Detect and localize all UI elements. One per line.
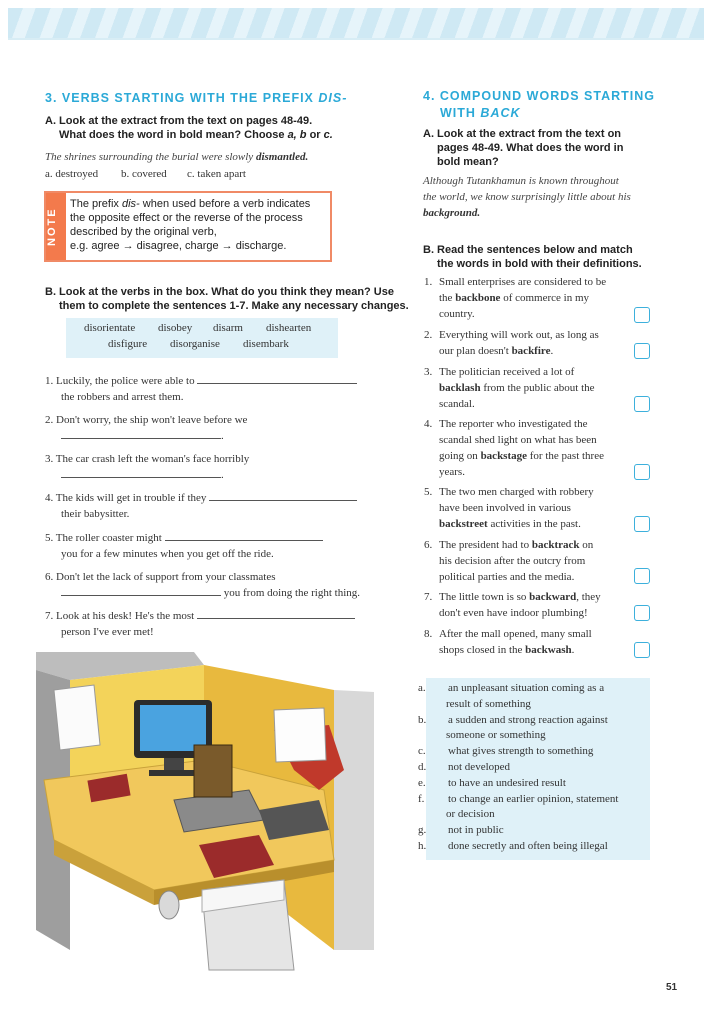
note-label: NOTE xyxy=(46,193,66,260)
verb-word-box xyxy=(66,318,338,358)
word-item: disfigure xyxy=(108,338,148,350)
exercise-3b-instructions: B. Look at the verbs in the box. What do you think they mean? Use them to complete the sentences 1-7. Make any necessary changes. xyxy=(45,286,409,312)
extract-4a: Although Tutankhamun is known throughout the world, we know surprisingly little about his background. xyxy=(423,175,631,219)
word-item: disobey xyxy=(158,322,193,334)
word-item: disarm xyxy=(213,322,243,334)
word-item: disorientate xyxy=(84,322,136,334)
sentence-3: 3. The car crash left the woman's face horribly xyxy=(45,453,250,465)
answer-checkbox-7[interactable] xyxy=(634,605,650,621)
exercise-4b-instructions: B. Read the sentences below and match the words in bold with their definitions. xyxy=(423,244,642,270)
sentence-7: 7. Look at his desk! He's the most xyxy=(45,608,355,624)
answer-blank-2[interactable] xyxy=(61,428,221,439)
word-item: disembark xyxy=(243,338,289,350)
sentence-6: 6. Don't let the lack of support from your classmates xyxy=(45,571,276,583)
sentence-1: 1. Luckily, the police were able to xyxy=(45,373,357,389)
definition-item: b. a sudden and strong reaction against xyxy=(418,713,608,726)
compound-sentence-8: 8. After the mall opened, many small shops closed in the backwash. xyxy=(424,628,592,656)
compound-sentence-6: 6. The president had to backtrack on his decision after the outcry from political parties and the media. xyxy=(424,539,594,583)
definition-item: d. not developed xyxy=(418,760,511,773)
page-number: 51 xyxy=(666,982,678,993)
compound-sentence-5: 5. The two men charged with robbery have been involved in various backstreet activities in the past. xyxy=(424,486,594,530)
header-band xyxy=(8,8,704,40)
word-item: disorganise xyxy=(170,338,220,350)
answer-checkbox-2[interactable] xyxy=(634,343,650,359)
option-c[interactable]: c. taken apart xyxy=(187,168,246,180)
sentence-1-cont: the robbers and arrest them. xyxy=(61,391,184,403)
sentence-6-cont: you from doing the right thing. xyxy=(61,585,360,601)
compound-sentence-2: 2. Everything will work out, as long as our plan doesn't backfire. xyxy=(424,329,599,357)
sentence-3-cont: . xyxy=(61,467,224,483)
definition-item: a. an unpleasant situation coming as a xyxy=(418,682,605,694)
sentence-5-cont: you for a few minutes when you get off the ride. xyxy=(61,548,274,560)
sentence-2: 2. Don't worry, the ship won't leave before we xyxy=(45,414,248,426)
note-box: NOTE The prefix dis- when used before a verb indicates the opposite effect or the reverse of the process described by the original verb, e.g. agree → disagree, charge → discharge. xyxy=(44,191,332,262)
answer-checkbox-8[interactable] xyxy=(634,642,650,658)
answer-checkbox-5[interactable] xyxy=(634,516,650,532)
sentence-5: 5. The roller coaster might xyxy=(45,530,323,546)
answer-blank-6[interactable] xyxy=(61,585,221,596)
answer-blank-7[interactable] xyxy=(197,608,355,619)
answer-blank-3[interactable] xyxy=(61,467,221,478)
section-4-title: 4. COMPOUND WORDS STARTING WITH BACK xyxy=(423,89,656,120)
answer-checkbox-4[interactable] xyxy=(634,464,650,480)
sentence-2-cont: . xyxy=(61,428,224,444)
sentence-7-cont: person I've ever met! xyxy=(61,626,154,638)
extract-3a: The shrines surrounding the burial were slowly dismantled. xyxy=(45,151,309,163)
section-3-title: 3. VERBS STARTING WITH THE PREFIX DIS- xyxy=(45,91,348,105)
answer-checkbox-3[interactable] xyxy=(634,396,650,412)
word-item: dishearten xyxy=(266,322,312,334)
definitions-list: a. an unpleasant situation coming as a result of something b. a sudden and strong reaction against someone or something c. what gives strength to something d. not developed e. to have an undesired result f. to change an earlier opinion, statement or decision g. not in public h. done secretly and often being illegal xyxy=(432,681,646,855)
answer-checkbox-6[interactable] xyxy=(634,568,650,584)
exercise-3a-instructions: A. Look at the extract from the text on pages 48-49. What does the word in bold mean? Choose a, b or c. xyxy=(45,115,333,141)
answer-blank-5[interactable] xyxy=(165,530,323,541)
exercise-4a-instructions: A. Look at the extract from the text on pages 48-49. What does the word in bold mean? xyxy=(423,128,624,168)
definition-item: g. not in public xyxy=(418,824,504,837)
messy-desk-illustration xyxy=(34,650,404,980)
compound-sentence-7: 7. The little town is so backward, they don't even have indoor plumbing! xyxy=(424,591,601,619)
definition-item: e. to have an undesired result xyxy=(418,776,566,789)
definition-item: f. to change an earlier opinion, statement xyxy=(418,792,619,805)
compound-sentence-3: 3. The politician received a lot of backlash from the public about the scandal. xyxy=(424,366,595,410)
definition-item: c. what gives strength to something xyxy=(418,745,594,758)
sentence-4-cont: their babysitter. xyxy=(61,508,130,520)
answer-blank-4[interactable] xyxy=(209,490,357,501)
answer-checkbox-1[interactable] xyxy=(634,307,650,323)
compound-sentence-4: 4. The reporter who investigated the scandal shed light on what has been going on backstage for the past three years. xyxy=(424,418,604,478)
option-b[interactable]: b. covered xyxy=(121,168,167,180)
answer-blank-1[interactable] xyxy=(197,373,357,384)
compound-sentence-1: 1. Small enterprises are considered to be the backbone of commerce in my country. xyxy=(424,276,607,320)
option-a[interactable]: a. destroyed xyxy=(45,168,99,180)
definition-item: h. done secretly and often being illegal xyxy=(418,839,608,852)
sentence-4: 4. The kids will get in trouble if they xyxy=(45,490,357,506)
